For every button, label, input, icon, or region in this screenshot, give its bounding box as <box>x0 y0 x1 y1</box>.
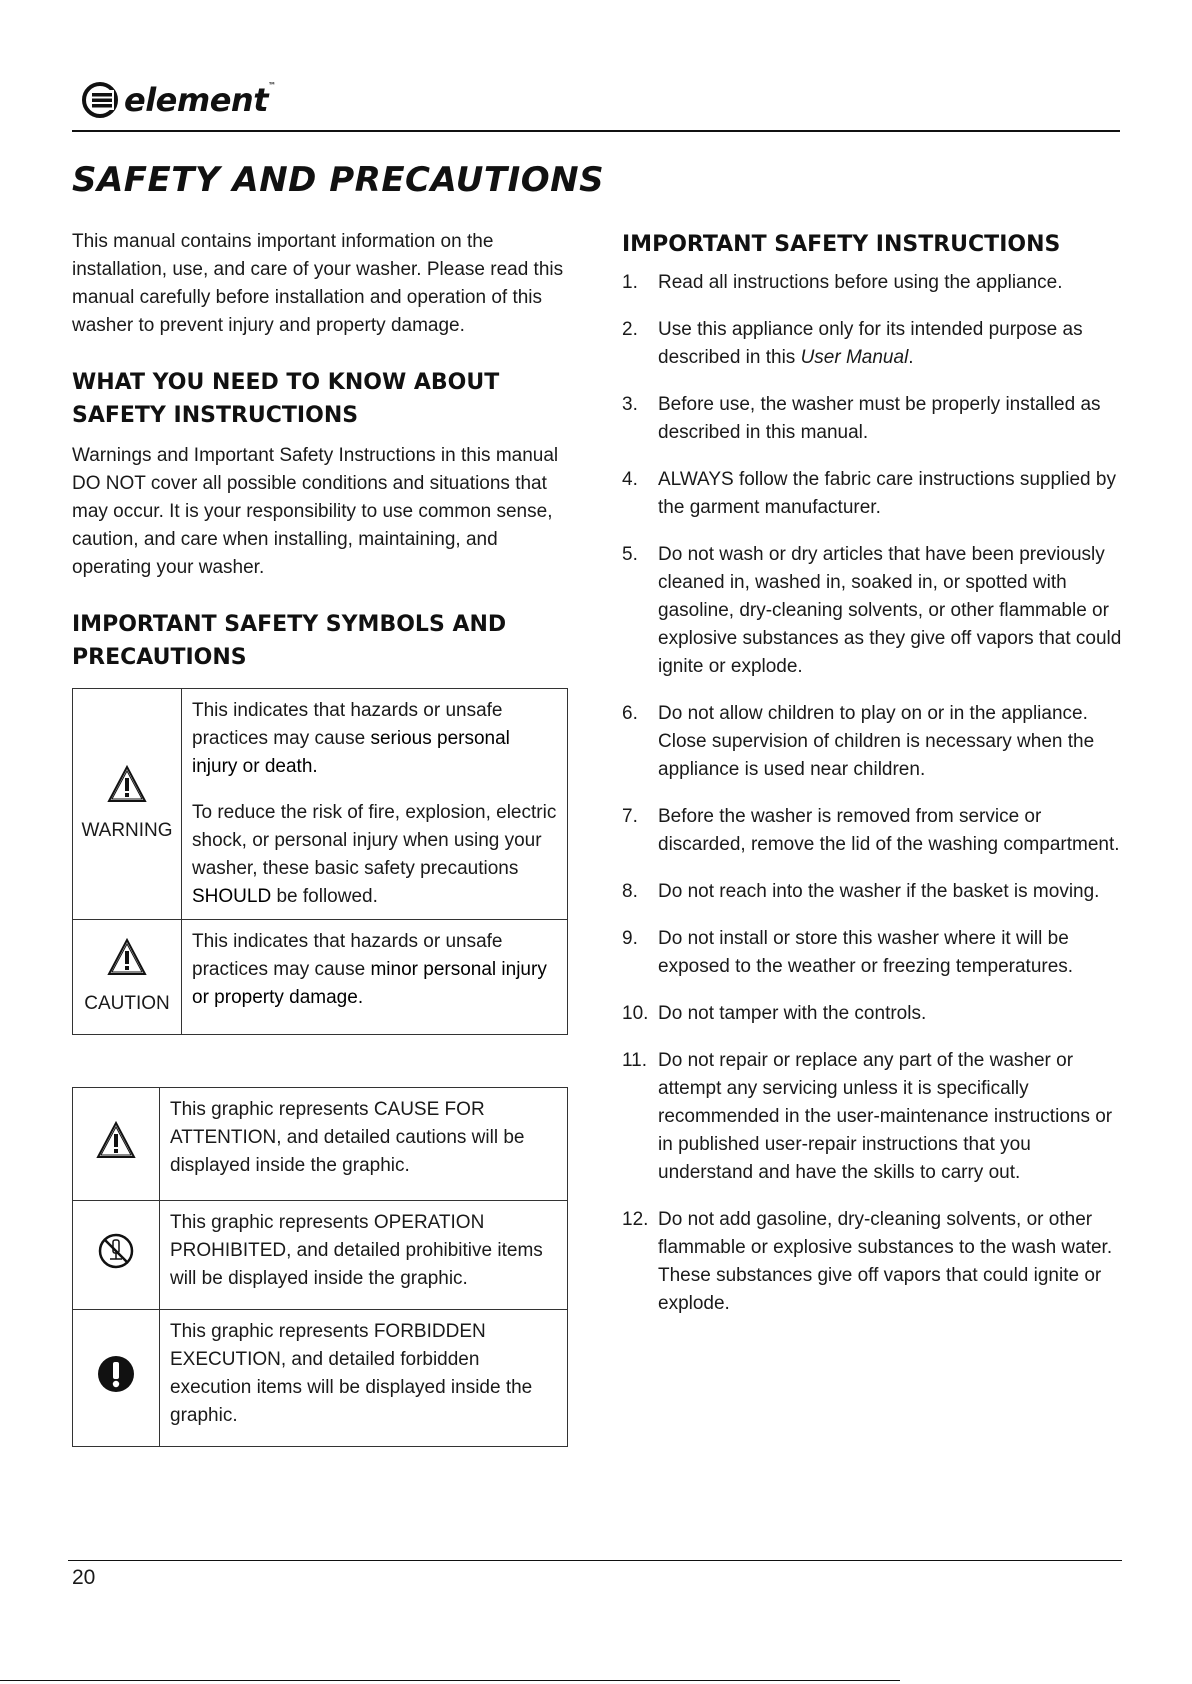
page-number: 20 <box>72 1566 96 1589</box>
header-divider <box>72 130 1120 132</box>
bottom-divider <box>0 1680 900 1681</box>
page-title: SAFETY AND PRECAUTIONS <box>72 160 605 200</box>
list-item: 3. Before use, the washer must be properly installed as described in this manual. <box>622 394 1101 443</box>
know-heading: WHAT YOU NEED TO KNOW ABOUT SAFETY INSTRUCTIONS <box>72 370 500 428</box>
instructions-heading: IMPORTANT SAFETY INSTRUCTIONS <box>622 232 1061 257</box>
safety-symbols-table <box>72 688 568 1035</box>
warning-triangle-icon <box>106 764 148 804</box>
brand-logo <box>80 80 276 120</box>
graphic-row <box>73 1088 568 1201</box>
list-item: 5. Do not wash or dry articles that have been previously cleaned in, washed in, soaked in, or spotted with gasoline, dry-cleaning solvents, or other flammable or explosive substances as they give off vapors that could ignite or explode. <box>622 544 1122 677</box>
caution-icon-cell <box>73 920 182 1035</box>
exclamation-circle-icon <box>96 1354 136 1394</box>
symbols-heading: IMPORTANT SAFETY SYMBOLS AND PRECAUTIONS <box>72 612 507 670</box>
warning-precaution: To reduce the risk of fire, explosion, electric shock, or personal injury when using your washer, these basic safety precautions SHOULD be followed. <box>192 802 557 907</box>
warning-row <box>73 689 568 920</box>
list-item: 1. Read all instructions before using the appliance. <box>622 272 1063 293</box>
warning-label: WARNING <box>81 819 173 841</box>
list-item: 7. Before the washer is removed from service or discarded, remove the lid of the washing compartment. <box>622 806 1120 855</box>
list-item: 9. Do not install or store this washer where it will be exposed to the weather or freezing temperatures. <box>622 928 1074 977</box>
list-item: 12. Do not add gasoline, dry-cleaning solvents, or other flammable or explosive substances to the wash water. These substances give off vapors that could ignite or explode. <box>622 1209 1113 1314</box>
list-item: 6. Do not allow children to play on or in the appliance. Close supervision of children is necessary when the appliance is used near children. <box>622 703 1095 780</box>
graphic-text-cell: This graphic represents CAUSE FOR ATTENTION, and detailed cautions will be displayed inside the graphic. <box>160 1088 568 1201</box>
graphic-icon-cell <box>73 1201 160 1310</box>
caution-text-cell <box>182 920 568 1035</box>
caution-row <box>73 920 568 1035</box>
footer-divider <box>68 1560 1122 1561</box>
intro-paragraph: This manual contains important information on the installation, use, and care of your washer. Please read this manual carefully before installation and operation of this washer to prevent injury and property damage. <box>72 231 564 336</box>
warning-desc: This indicates that hazards or unsafe practices may cause serious personal injury or death. <box>192 700 510 777</box>
warning-triangle-icon <box>95 1120 137 1160</box>
graphic-icon-cell <box>73 1310 160 1447</box>
list-item: 2. Use this appliance only for its intended purpose as described in this User Manual. <box>622 319 1083 368</box>
prohibited-icon <box>96 1231 136 1271</box>
graphic-icon-cell <box>73 1088 160 1201</box>
graphic-row <box>73 1201 568 1310</box>
list-item: 4. ALWAYS follow the fabric care instructions supplied by the garment manufacturer. <box>622 469 1116 518</box>
warning-icon-cell <box>73 689 182 920</box>
caution-label: CAUTION <box>84 992 170 1014</box>
brand-name: element™ <box>124 81 276 119</box>
warning-text-cell <box>182 689 568 920</box>
list-item: 10. Do not tamper with the controls. <box>622 1003 927 1024</box>
list-item: 8. Do not reach into the washer if the basket is moving. <box>622 881 1100 902</box>
right-column <box>622 228 1122 1337</box>
list-item: 11. Do not repair or replace any part of the washer or attempt any servicing unless it is specifically recommended in the user-maintenance instructions or in published user-repair instructions that you understand and have the skills to carry out. <box>622 1050 1113 1183</box>
element-logo-icon <box>80 80 120 120</box>
graphic-text-cell: This graphic represents FORBIDDEN EXECUTION, and detailed forbidden execution items will be displayed inside the graphic. <box>160 1310 568 1447</box>
caution-desc: This indicates that hazards or unsafe practices may cause minor personal injury or property damage. <box>192 931 547 1008</box>
graphics-table <box>72 1087 568 1447</box>
graphic-row <box>73 1310 568 1447</box>
caution-triangle-icon <box>106 937 148 977</box>
graphic-text-cell: This graphic represents OPERATION PROHIBITED, and detailed prohibitive items will be displayed inside the graphic. <box>160 1201 568 1310</box>
page-header <box>72 76 1120 132</box>
instructions-list <box>622 269 1122 1318</box>
know-paragraph: Warnings and Important Safety Instructions in this manual DO NOT cover all possible conditions and situations that may occur. It is your responsibility to use common sense, caution, and care when installing, maintaining, and operating your washer. <box>72 445 559 578</box>
left-column <box>72 228 572 1447</box>
